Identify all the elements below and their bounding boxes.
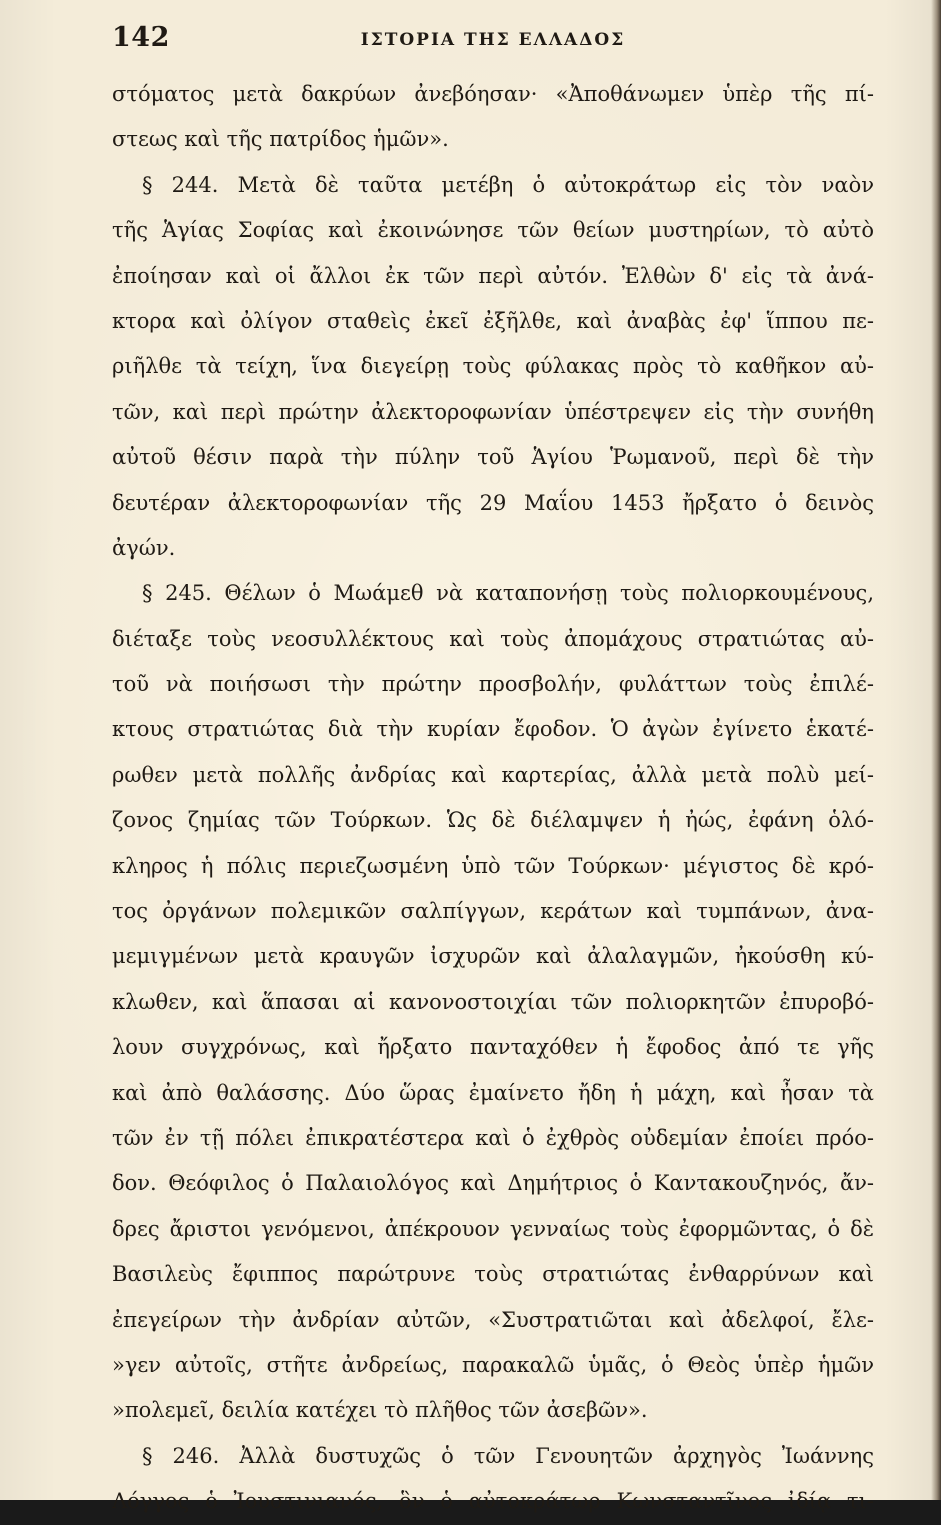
text-line: στεως καὶ τῆς πατρίδος ἡμῶν». xyxy=(112,127,449,152)
body-text xyxy=(112,72,874,1525)
text-line: κτους στρατιώτας διὰ τὴν κυρίαν ἔφοδον. Ὁ ἀγὼν ἐγίνετο ἑκατέ- xyxy=(112,717,874,742)
text-line: § 246. Ἀλλὰ δυστυχῶς ὁ τῶν Γενουητῶν ἀρχηγὸς Ἰωάννης xyxy=(142,1443,874,1468)
text-line: »πολεμεῖ, δειλία κατέχει τὸ πλῆθος τῶν ἀσεβῶν». xyxy=(112,1398,648,1423)
text-line: δον. Θεόφιλος ὁ Παλαιολόγος καὶ Δημήτριος ὁ Καντακουζηνός, ἄν- xyxy=(112,1171,874,1196)
page-header xyxy=(112,22,874,62)
text-line: Βασιλεὺς ἔφιππος παρώτρυνε τοὺς στρατιώτας ἐνθαρρύνων καὶ xyxy=(112,1262,874,1287)
text-line: τῶν ἐν τῇ πόλει ἐπικρατέστερα καὶ ὁ ἐχθρὸς οὐδεμίαν ἐποίει πρόο- xyxy=(112,1125,874,1150)
text-line: τος ὀργάνων πολεμικῶν σαλπίγγων, κεράτων καὶ τυμπάνων, ἀνα- xyxy=(112,899,874,924)
text-line: αὐτοῦ θέσιν παρὰ τὴν πύλην τοῦ Ἁγίου Ῥωμανοῦ, περὶ δὲ τὴν xyxy=(112,445,874,470)
text-line: κλωθεν, καὶ ἅπασαι αἱ κανονοστοιχίαι τῶν πολιορκητῶν ἐπυροβό- xyxy=(112,989,874,1014)
text-line: § 244. Μετὰ δὲ ταῦτα μετέβη ὁ αὐτοκράτωρ εἰς τὸν ναὸν xyxy=(142,172,874,197)
text-line: λουν συγχρόνως, καὶ ἤρξατο πανταχόθεν ἡ ἔφοδος ἀπό τε γῆς xyxy=(112,1035,874,1060)
text-line: τῆς Ἁγίας Σοφίας καὶ ἐκοινώνησε τῶν θείων μυστηρίων, τὸ αὐτὸ xyxy=(112,218,874,243)
text-line: Λόγγος ὁ Ἰουστινιανός, ὃν ὁ αὐτοκράτωρ Κωνσταντῖνος ἰδίᾳ τι- xyxy=(112,1489,874,1514)
text-line: κτορα καὶ ὀλίγον σταθεὶς ἐκεῖ ἐξῆλθε, καὶ ἀναβὰς ἐφ' ἵππου πε- xyxy=(112,308,874,333)
text-line: ριῆλθε τὰ τείχη, ἵνα διεγείρῃ τοὺς φύλακας πρὸς τὸ καθῆκον αὐ- xyxy=(112,354,874,379)
text-line: ἀγών. xyxy=(112,535,176,560)
text-line: καὶ ἀπὸ θαλάσσης. Δύο ὥρας ἐμαίνετο ἤδη ἡ μάχη, καὶ ἦσαν τὰ xyxy=(112,1080,874,1105)
text-line: τῶν, καὶ περὶ πρώτην ἀλεκτοροφωνίαν ὑπέστρεψεν εἰς τὴν συνήθη xyxy=(112,399,874,424)
text-line: δρες ἄριστοι γενόμενοι, ἀπέκρουον γενναίως τοὺς ἐφορμῶντας, ὁ δὲ xyxy=(112,1216,874,1241)
text-line: στόματος μετὰ δακρύων ἀνεβόησαν· «Ἀποθάνωμεν ὑπὲρ τῆς πί- xyxy=(112,82,874,106)
text-line: διέταξε τοὺς νεοσυλλέκτους καὶ τοὺς ἀπομάχους στρατιώτας αὐ- xyxy=(112,626,874,651)
text-line: ἐπεγείρων τὴν ἀνδρίαν αὐτῶν, «Συστρατιῶται καὶ ἀδελφοί, ἔλε- xyxy=(112,1307,874,1332)
page-number: 142 xyxy=(112,22,170,53)
text-line: ζονος ζημίας τῶν Τούρκων. Ὡς δὲ διέλαμψεν ἡ ἠώς, ἐφάνη ὁλό- xyxy=(112,808,874,833)
text-line: ρωθεν μετὰ πολλῆς ἀνδρίας καὶ καρτερίας, ἀλλὰ μετὰ πολὺ μεί- xyxy=(112,762,874,787)
text-line: § 245. Θέλων ὁ Μωάμεθ νὰ καταπονήσῃ τοὺς πολιορκουμένους, xyxy=(142,581,874,606)
text-line: κληρος ἡ πόλις περιεζωσμένη ὑπὸ τῶν Τούρκων· μέγιστος δὲ κρό- xyxy=(112,853,874,878)
text-line: δευτέραν ἀλεκτοροφωνίαν τῆς 29 Μαΐου 1453 ἤρξατο ὁ δεινὸς xyxy=(112,490,874,515)
text-line: τοῦ νὰ ποιήσωσι τὴν πρώτην προσβολήν, φυλάττων τοὺς ἐπιλέ- xyxy=(112,672,874,697)
text-line: »γεν αὐτοῖς, στῆτε ἀνδρείως, παρακαλῶ ὑμᾶς, ὁ Θεὸς ὑπὲρ ἡμῶν xyxy=(112,1352,874,1377)
text-line: ἐποίησαν καὶ οἱ ἄλλοι ἐκ τῶν περὶ αὐτόν. Ἐλθὼν δ' εἰς τὰ ἀνά- xyxy=(112,263,874,288)
running-title: ΙΣΤΟΡΙΑ ΤΗΣ ΕΛΛΑΔΟΣ xyxy=(360,30,626,50)
text-line: μεμιγμένων μετὰ κραυγῶν ἰσχυρῶν καὶ ἀλαλαγμῶν, ἠκούσθη κύ- xyxy=(112,944,874,969)
